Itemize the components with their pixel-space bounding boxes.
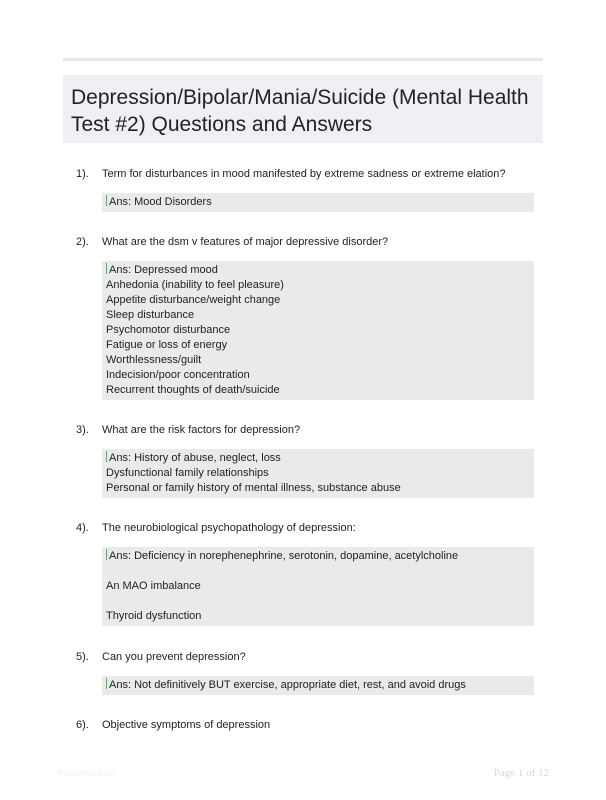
title-banner [63,75,543,143]
answer-line: Appetite disturbance/weight change [106,294,281,306]
question-number: 2). [76,236,89,248]
answer-box [102,449,534,498]
answer-line-blank [106,594,530,609]
answer-line: Sleep disturbance [106,309,195,321]
answer-line: Thyroid dysfunction [106,610,202,622]
answer-line: Fatigue or loss of energy [106,339,228,351]
answer-line: Anhedonia (inability to feel pleasure) [106,279,284,291]
answer-line: Psychomotor disturbance [106,324,231,336]
question-number: 6). [76,719,89,731]
answer-line: Ans: Mood Disorders [106,195,530,210]
top-divider [63,58,543,61]
answer-line: Ans: Not definitively BUT exercise, appropriate diet, rest, and avoid drugs [106,678,530,693]
footer-watermark: Paperlibe.com [58,768,116,778]
answer-box [102,676,534,695]
answer-box [102,261,534,400]
question-number: 3). [76,424,89,436]
answer-line: Dysfunctional family relationships [106,467,269,479]
answer-line-blank [106,564,530,579]
answer-line: Ans: Depressed mood [106,263,530,278]
answer-line: Recurrent thoughts of death/suicide [106,384,280,396]
question-text: The neurobiological psychopathology of depression: [102,522,356,534]
question-text: What are the risk factors for depression? [102,424,301,436]
question-text: Term for disturbances in mood manifested by extreme sadness or extreme elation? [102,168,506,180]
question-number: 5). [76,651,89,663]
answer-line: Indecision/poor concentration [106,369,250,381]
question-text: What are the dsm v features of major depressive disorder? [102,236,389,248]
answer-box [102,193,534,212]
page-number: Page 1 of 12 [493,767,549,779]
answer-line: Personal or family history of mental illness, substance abuse [106,482,401,494]
question-number: 4). [76,522,89,534]
answer-line: Worthlessness/guilt [106,354,202,366]
page-title: Depression/Bipolar/Mania/Suicide (Mental Health Test #2) Questions and Answers [71,86,529,136]
question-text: Objective symptoms of depression [102,719,271,731]
question-number: 1). [76,168,89,180]
answer-line: Ans: Deficiency in norephenephrine, serotonin, dopamine, acetylcholine [106,549,530,564]
answer-line: An MAO imbalance [106,580,201,592]
question-text: Can you prevent depression? [102,651,246,663]
answer-line: Ans: History of abuse, neglect, loss [106,451,530,466]
answer-box [102,547,534,626]
